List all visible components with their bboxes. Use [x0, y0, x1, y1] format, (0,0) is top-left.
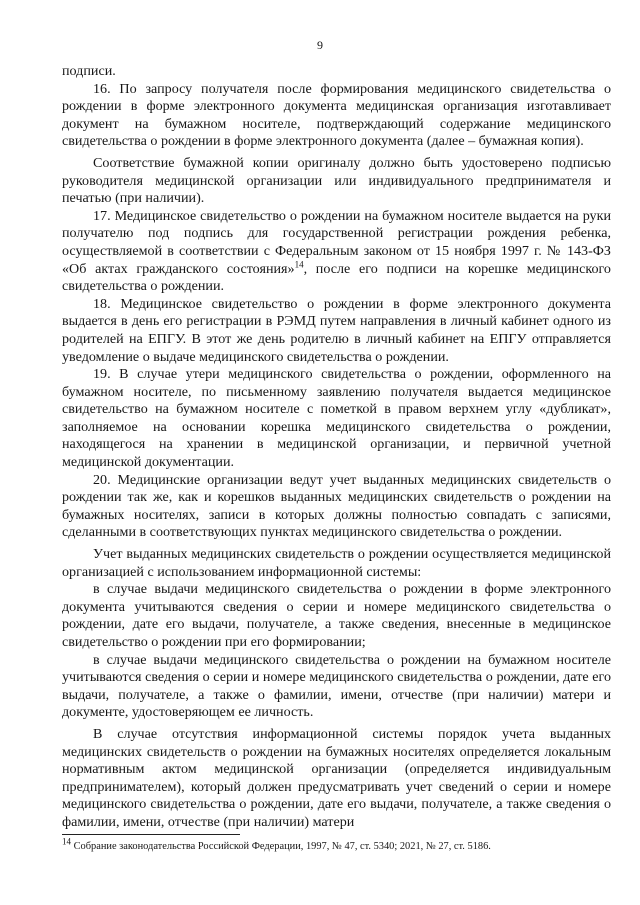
- paragraph-17: [62, 208, 611, 296]
- footnote-divider: [62, 834, 240, 835]
- paragraph-18: 18. Медицинское свидетельство о рождении в форме электронного документа выдается в день его регистрации в РЭМД путем направления в личный кабинет одного из родителей на ЕПГУ. В этот же день родителю в личный кабинет на ЕПГУ отправляется уведомление о выдаче медицинского свидетельства о рождении.: [62, 295, 611, 365]
- footnote-reference: 14: [294, 258, 304, 269]
- paragraph-copy-certification: Соответствие бумажной копии оригиналу должно быть удостоверено подписью руководителя медицинской организации или индивидуального предпринимателя и печатью (при наличии).: [62, 154, 611, 207]
- footnote-text: Собрание законодательства Российской Федерации, 1997, № 47, ст. 5340; 2021, № 27, ст. 5186.: [73, 841, 491, 852]
- paragraph-17-text-end: , после его подписи на корешке медицинского свидетельства о рождении.: [62, 260, 611, 295]
- paragraph-accounting: Учет выданных медицинских свидетельств о рождении осуществляется медицинской организацией с использованием информационной системы:: [62, 546, 611, 580]
- footnote-marker: 14: [62, 836, 71, 847]
- document-body: [62, 63, 611, 832]
- paragraph-19: 19. В случае утери медицинского свидетельства о рождении, оформленного на бумажном носителе, по письменному заявлению получателя выдается медицинское свидетельство на бумажном носителе с пометкой в правом верхнем углу «дубликат», заполняемое на основании корешка медицинского свидетельства о рождении, находящегося на хранении в медицинской организации, и первичной учетной медицинской документации.: [62, 366, 611, 471]
- page-number: 9: [317, 38, 323, 52]
- paragraph-16: 16. По запросу получателя после формирования медицинского свидетельства о рождении в форме электронного документа медицинская организация изготавливает документ на бумажном носителе, подтверждающий содержание медицинского свидетельства о рождении в форме электронного документа (далее – бумажная копия).: [62, 80, 611, 150]
- paragraph-17-text: 17. Медицинское свидетельство о рождении на бумажном носителе выдается на руки получателю под подпись для государственной регистрации рождения ребенка, осуществляемой в соответствии с Федеральным законом от 15 ноября 1997 г. № 143-ФЗ «Об актах гражданского состояния»: [62, 207, 611, 277]
- paragraph: подписи.: [62, 63, 116, 79]
- paragraph-paper-case: в случае выдачи медицинского свидетельства о рождении на бумажном носителе учитываются сведения о серии и номере медицинского свидетельства о рождении, дате его выдачи, получателе, а также о фамилии, имени, отчестве (при наличии) матери и документе, удостоверяющем ее личность.: [62, 651, 611, 721]
- footnote: [62, 836, 611, 853]
- paragraph-20: 20. Медицинские организации ведут учет выданных медицинских свидетельств о рождении так же, как и корешков выданных медицинских свидетельств о рождении на бумажных носителях, записи в которых должны полностью совпадать с записями, сделанными в соответствующих пунктах медицинского свидетельства о рождении.: [62, 471, 611, 541]
- paragraph-no-system-case: В случае отсутствия информационной системы порядок учета выданных медицинских свидетельств о рождении на бумажных носителях определяется локальным нормативным актом медицинской организации (определяется индивидуальным предпринимателем), который должен предусматривать учет сведений о серии и номере медицинского свидетельства о рождении, дате его выдачи, получателе, а также сведения о фамилии, имени, отчестве (при наличии) матери: [62, 725, 611, 830]
- paragraph-electronic-case: в случае выдачи медицинского свидетельства о рождении в форме электронного документа учитываются сведения о серии и номере медицинского свидетельства о рождении, дате его выдачи, получателе, а также сведения, внесенные в медицинское свидетельство о рождении при его формировании;: [62, 581, 611, 650]
